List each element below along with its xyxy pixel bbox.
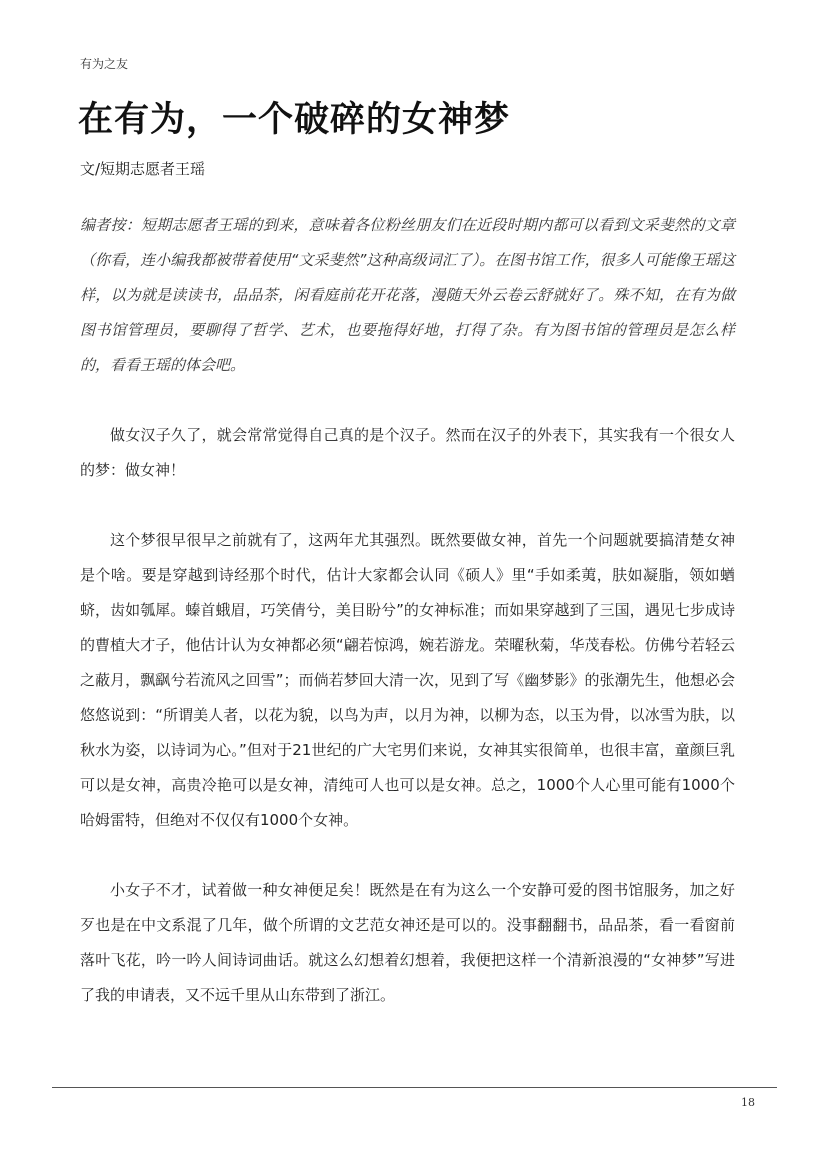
paragraph: 做女汉子久了，就会常常觉得自己真的是个汉子。然而在汉子的外表下，其实我有一个很女人的梦：做女神！	[80, 426, 735, 479]
page-number: 18	[741, 1096, 755, 1109]
footer-divider	[52, 1087, 777, 1088]
article-title: 在有为，一个破碎的女神梦	[78, 99, 511, 140]
section-label: 有为之友	[80, 57, 129, 71]
article-body	[80, 208, 735, 1048]
editor-note: 编者按：短期志愿者王瑶的到来，意味着各位粉丝朋友们在近段时期内都可以看到文采斐然的文章（你看，连小编我都被带着使用“文采斐然”这种高级词汇了）。在图书馆工作，很多人可能像王瑶这样，以为就是读读书，品品茶，闲看庭前花开花落，漫随天外云卷云舒就好了。殊不知，在有为做图书馆管理员，要聊得了哲学、艺术，也要拖得好地，打得了杂。有为图书馆的管理员是怎么样的，看看王瑶的体会吧。	[80, 216, 735, 374]
article-byline: 文/短期志愿者王瑶	[80, 160, 206, 178]
paragraph: 小女子不才，试着做一种女神便足矣！既然是在有为这么一个安静可爱的图书馆服务，加之好歹也是在中文系混了几年，做个所谓的文艺范女神还是可以的。没事翻翻书，品品茶，看一看窗前落叶飞花，吟一吟人间诗词曲话。就这么幻想着幻想着，我便把这样一个清新浪漫的“女神梦”写进了我的申请表，又不远千里从山东带到了浙江。	[80, 881, 735, 1004]
paragraph: 这个梦很早很早之前就有了，这两年尤其强烈。既然要做女神，首先一个问题就要搞清楚女神是个啥。要是穿越到诗经那个时代，估计大家都会认同《硕人》里“手如柔荑，肤如凝脂，领如蝤蛴，齿如瓠犀。螓首蛾眉，巧笑倩兮，美目盼兮”的女神标准；而如果穿越到了三国，遇见七步成诗的曹植大才子，他估计认为女神都必须“翩若惊鸿，婉若游龙。荣曜秋菊，华茂春松。仿佛兮若轻云之蔽月，飘飖兮若流风之回雪”；而倘若梦回大清一次，见到了写《幽梦影》的张潮先生，他想必会悠悠说到：“所谓美人者，以花为貌，以鸟为声，以月为神，以柳为态，以玉为骨，以冰雪为肤，以秋水为姿，以诗词为心。”但对于21世纪的广大宅男们来说，女神其实很简单，也很丰富，童颜巨乳可以是女神，高贵冷艳可以是女神，清纯可人也可以是女神。总之，1000个人心里可能有1000个哈姆雷特，但绝对不仅仅有1000个女神。	[80, 531, 735, 829]
